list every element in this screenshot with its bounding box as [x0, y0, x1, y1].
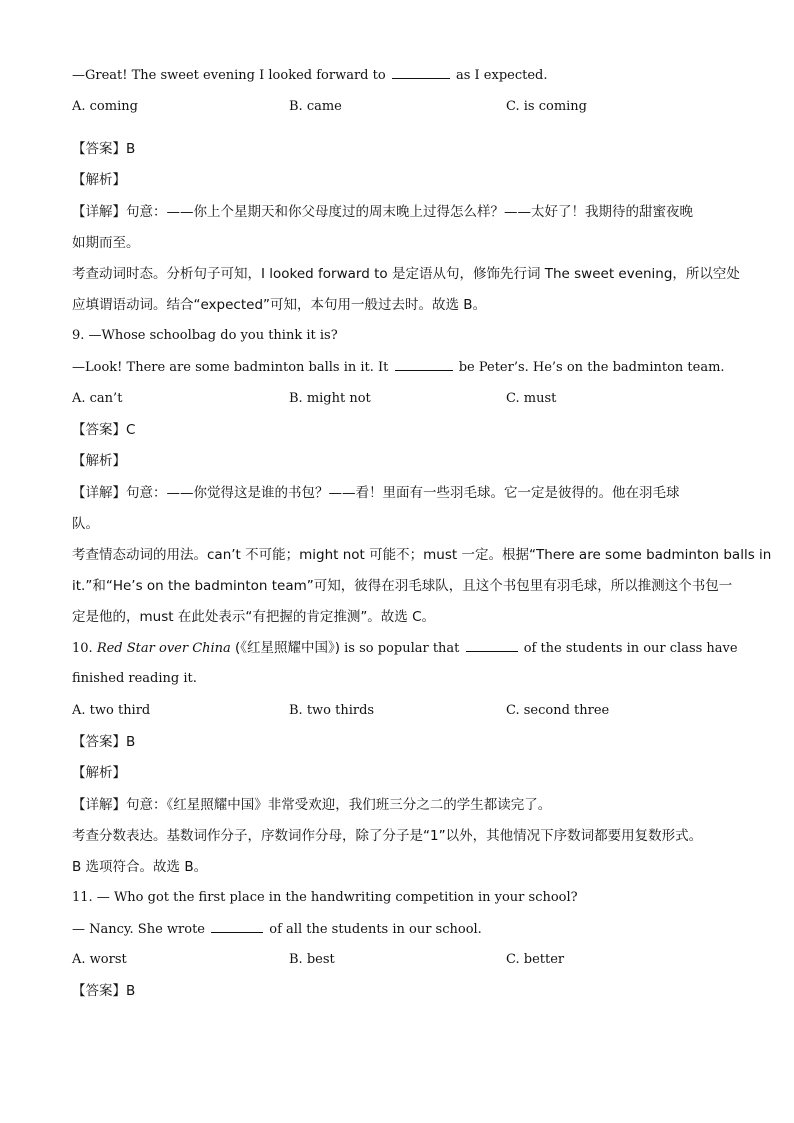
q9-stem-head: —Look! There are some badminton balls in it. It: [72, 360, 389, 375]
q8-analysis-heading: 【解析】: [72, 172, 126, 188]
q10-answer: 【答案】B: [72, 734, 136, 750]
q8-blank: [392, 66, 450, 79]
q9-detail-line-1: 【详解】句意：——你觉得这是谁的书包？——看！里面有一些羽毛球。它一定是彼得的。他在羽毛球: [72, 485, 680, 501]
q9-stem-tail: be Peter’s. He’s on the badminton team.: [458, 360, 725, 375]
q10-analysis-heading: 【解析】: [72, 765, 126, 781]
q9-option-c: C. must: [506, 391, 557, 406]
q10-option-a: A. two third: [72, 703, 151, 718]
q11-blank: [211, 920, 263, 933]
q11-stem-head: — Nancy. She wrote: [72, 922, 205, 937]
q8-option-b: B. came: [289, 99, 342, 114]
q10-detail-line-1: 【详解】句意：《红星照耀中国》非常受欢迎，我们班三分之二的学生都读完了。: [72, 797, 552, 813]
q10-stem-line-2: finished reading it.: [72, 671, 197, 686]
q11-option-b: B. best: [289, 952, 335, 967]
q8-explain-line-2: 应填谓语动词。结合“expected”可知，本句用一般过去时。故选 B。: [72, 297, 487, 313]
q9-explain-line-3: 定是他的，must 在此处表示“有把握的肯定推测”。故选 C。: [72, 609, 436, 625]
q10-book-title-cn: (《红星照耀中国》): [234, 640, 340, 656]
q8-stem-tail: as I expected.: [455, 68, 548, 83]
q8-detail-line-1: 【详解】句意：——你上个星期天和你父母度过的周末晚上过得怎么样？——太好了！我期待的甜蜜夜晚: [72, 204, 693, 220]
q8-stem-head: —Great! The sweet evening I looked forward to: [72, 68, 386, 83]
q9-explain-line-2: it.”和“He’s on the badminton team”可知，彼得在羽毛球队，且这个书包里有羽毛球，所以推测这个书包一: [72, 578, 733, 594]
q8-option-c: C. is coming: [506, 99, 587, 114]
q9-stem-line-2: [72, 358, 725, 377]
q10-stem-line-1: [72, 639, 738, 658]
q11-option-a: A. worst: [72, 952, 127, 967]
q10-explain-line-1: 考查分数表达。基数词作分子，序数词作分母，除了分子是“1”以外，其他情况下序数词都要用复数形式。: [72, 828, 703, 844]
q10-stem-tail: of the students in our class have: [523, 641, 738, 656]
q8-stem: [72, 66, 722, 85]
q8-detail-line-2: 如期而至。: [72, 235, 140, 251]
q8-explain-line-1: 考查动词时态。分析句子可知，I looked forward to 是定语从句，修饰先行词 The sweet evening，所以空处: [72, 266, 740, 282]
q10-option-b: B. two thirds: [289, 703, 375, 718]
q9-analysis-heading: 【解析】: [72, 453, 126, 469]
q10-explain-line-2: B 选项符合。故选 B。: [72, 859, 208, 875]
q11-stem-tail: of all the students in our school.: [269, 922, 482, 937]
q10-book-title-en: Red Star over China: [96, 641, 231, 656]
q11-stem-line-2: [72, 920, 722, 939]
q9-option-a: A. can’t: [72, 391, 123, 406]
q11-option-c: C. better: [506, 952, 565, 967]
q10-blank: [466, 639, 518, 652]
q9-explain-line-1: 考查情态动词的用法。can’t 不可能；might not 可能不；must 一定。根据“There are some badminton balls in: [72, 547, 772, 563]
q10-number: 10.: [72, 641, 93, 656]
q9-option-b: B. might not: [289, 391, 371, 406]
q11-stem-line-1: 11. — Who got the first place in the handwriting competition in your school?: [72, 890, 578, 905]
q9-answer: 【答案】C: [72, 422, 136, 438]
q10-stem-mid: is so popular that: [344, 641, 460, 656]
q9-stem-line-1: 9. —Whose schoolbag do you think it is?: [72, 328, 338, 343]
q9-detail-line-2: 队。: [72, 516, 99, 532]
q10-option-c: C. second three: [506, 703, 610, 718]
q8-answer: 【答案】B: [72, 141, 136, 157]
q8-option-a: A. coming: [72, 99, 138, 114]
q9-blank: [395, 358, 453, 371]
q11-answer: 【答案】B: [72, 983, 136, 999]
